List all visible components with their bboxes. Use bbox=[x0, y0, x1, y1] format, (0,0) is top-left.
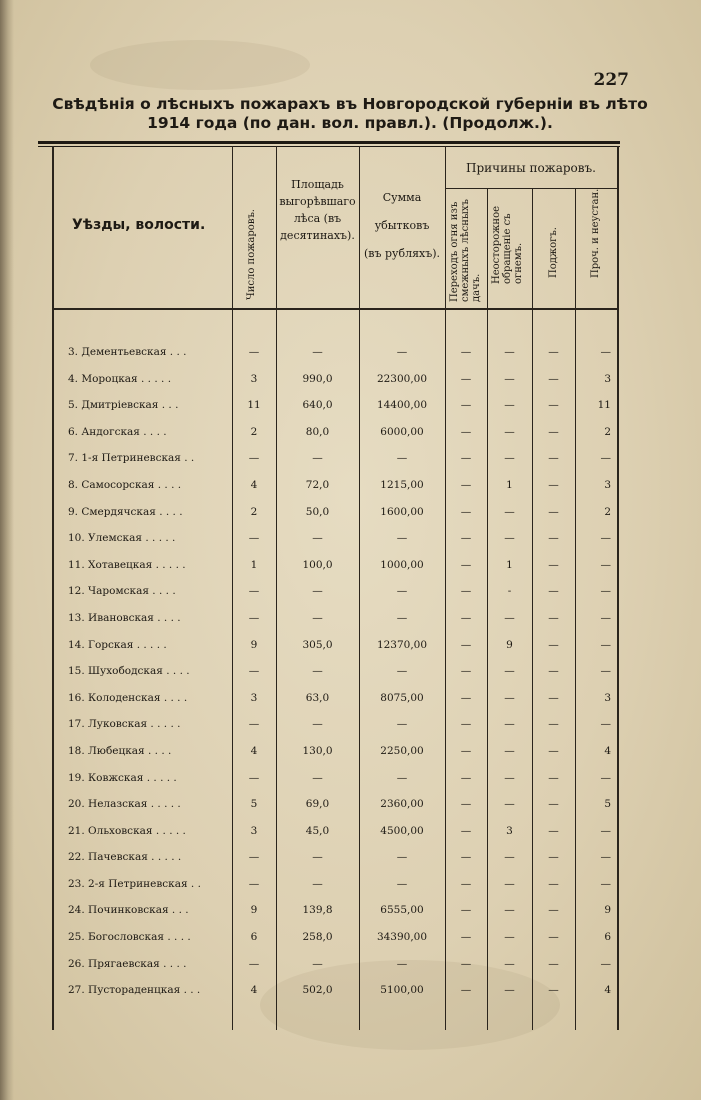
row-cause-careless: — bbox=[504, 744, 515, 757]
table-row bbox=[52, 579, 618, 606]
row-cause-spread: — bbox=[460, 691, 472, 704]
row-cause-other: — bbox=[600, 771, 611, 784]
header-damage-line: убытковъ bbox=[374, 219, 430, 232]
row-cause-spread: — bbox=[460, 558, 472, 571]
row-cause-arson: — bbox=[548, 425, 559, 438]
header-damage-line: (въ рубляхъ). bbox=[363, 247, 441, 260]
row-cause-careless: — bbox=[504, 505, 515, 518]
row-cause-spread: — bbox=[460, 877, 472, 890]
row-cause-careless: 1 bbox=[506, 478, 513, 491]
row-area: — bbox=[312, 957, 323, 970]
row-cause-other: — bbox=[600, 957, 611, 970]
header-cause-arson: Поджогъ. bbox=[548, 227, 559, 278]
row-cause-careless: — bbox=[504, 851, 515, 864]
row-name: 16. Колоденская . . . . bbox=[68, 691, 188, 704]
row-name: 15. Шухободская . . . . bbox=[68, 665, 190, 678]
header-cause-spread: Переходъ огня изъ смежныхъ лѣсныхъ дачъ. bbox=[449, 199, 482, 302]
row-cause-spread: — bbox=[460, 399, 472, 412]
table-row bbox=[52, 766, 618, 793]
row-cause-arson: — bbox=[548, 478, 559, 491]
row-cause-arson: — bbox=[548, 346, 559, 358]
row-area: — bbox=[312, 585, 323, 598]
row-cause-arson: — bbox=[548, 931, 559, 944]
row-name: 21. Ольховская . . . . . bbox=[68, 824, 186, 837]
row-cause-arson: — bbox=[548, 558, 559, 571]
row-cause-other: — bbox=[600, 877, 611, 890]
header-cause-other: Проч. и неустан. bbox=[590, 188, 601, 278]
row-fire-count: 6 bbox=[250, 931, 258, 944]
table-row bbox=[52, 872, 618, 899]
row-area: 305,0 bbox=[302, 638, 333, 651]
row-cause-spread: — bbox=[460, 638, 472, 651]
header-bottom-rule bbox=[52, 308, 618, 310]
row-fire-count: 3 bbox=[250, 691, 258, 704]
row-area: 258,0 bbox=[302, 931, 333, 944]
row-fire-count: 9 bbox=[250, 638, 258, 651]
row-fire-count: — bbox=[248, 877, 260, 890]
row-cause-other: 2 bbox=[604, 425, 611, 438]
row-cause-spread: — bbox=[460, 532, 472, 545]
row-name: 4. Мороцкая . . . . . bbox=[68, 372, 172, 385]
row-area: — bbox=[312, 532, 323, 545]
row-damage: — bbox=[396, 346, 408, 358]
row-cause-other: 3 bbox=[604, 372, 611, 385]
row-fire-count: 2 bbox=[250, 505, 258, 518]
row-fire-count: 4 bbox=[250, 984, 258, 997]
row-fire-count: 2 bbox=[250, 425, 258, 438]
row-area: — bbox=[312, 877, 323, 890]
row-name: 10. Улемская . . . . . bbox=[68, 532, 176, 545]
row-cause-arson: — bbox=[548, 718, 559, 731]
row-area: 72,0 bbox=[305, 478, 330, 491]
row-damage: 12370,00 bbox=[376, 638, 428, 651]
header-fire-count: Число пожаровъ. bbox=[246, 209, 257, 300]
row-area: — bbox=[312, 611, 323, 624]
row-damage: — bbox=[396, 957, 408, 970]
row-cause-other: 9 bbox=[604, 904, 611, 917]
row-name: 9. Смердячская . . . . bbox=[68, 505, 183, 518]
row-damage: — bbox=[396, 851, 408, 864]
table-row bbox=[52, 952, 618, 979]
row-name: 27. Пустораденцкая . . . bbox=[68, 984, 201, 997]
table-row bbox=[52, 739, 618, 766]
row-cause-other: — bbox=[600, 824, 611, 837]
row-cause-spread: — bbox=[460, 931, 472, 944]
row-cause-careless: — bbox=[504, 771, 515, 784]
row-damage: 1000,00 bbox=[380, 558, 424, 571]
row-cause-careless: 9 bbox=[506, 638, 513, 651]
row-cause-arson: — bbox=[548, 904, 559, 917]
row-name: 11. Хотавецкая . . . . . bbox=[68, 558, 186, 571]
row-cause-careless: — bbox=[504, 611, 515, 624]
row-name: 8. Самосорская . . . . bbox=[68, 478, 182, 491]
row-cause-arson: — bbox=[548, 452, 559, 465]
header-area-line: Площадь bbox=[291, 178, 344, 191]
row-cause-arson: — bbox=[548, 984, 559, 997]
header-area-line: лѣса (въ bbox=[293, 212, 342, 225]
row-cause-other: — bbox=[600, 851, 611, 864]
row-damage: 34390,00 bbox=[376, 931, 428, 944]
row-area: — bbox=[312, 346, 323, 358]
table-row bbox=[52, 340, 618, 367]
row-damage: 6555,00 bbox=[380, 904, 424, 917]
row-cause-other: — bbox=[600, 611, 611, 624]
row-cause-spread: — bbox=[460, 824, 472, 837]
table-row bbox=[52, 978, 618, 1005]
row-damage: 2360,00 bbox=[380, 798, 424, 811]
row-cause-arson: — bbox=[548, 771, 559, 784]
row-cause-arson: — bbox=[548, 585, 559, 598]
row-cause-other: — bbox=[600, 665, 611, 678]
row-fire-count: 3 bbox=[250, 824, 258, 837]
row-cause-arson: — bbox=[548, 851, 559, 864]
row-cause-other: — bbox=[600, 532, 611, 545]
row-cause-arson: — bbox=[548, 611, 559, 624]
row-fire-count: 9 bbox=[250, 904, 258, 917]
row-cause-arson: — bbox=[548, 957, 559, 970]
row-cause-careless: — bbox=[504, 931, 515, 944]
row-cause-other: — bbox=[600, 718, 611, 731]
row-cause-arson: — bbox=[548, 372, 559, 385]
row-fire-count: 4 bbox=[250, 478, 258, 491]
row-name: 5. Дмитріевская . . . bbox=[68, 399, 179, 412]
row-cause-other: 2 bbox=[604, 505, 611, 518]
row-cause-other: 3 bbox=[604, 478, 611, 491]
row-fire-count: 11 bbox=[247, 399, 261, 412]
row-cause-arson: — bbox=[548, 665, 559, 678]
row-fire-count: 3 bbox=[250, 372, 258, 385]
row-cause-other: — bbox=[600, 585, 611, 598]
row-cause-careless: — bbox=[504, 691, 515, 704]
row-cause-spread: — bbox=[460, 744, 472, 757]
row-cause-other: — bbox=[600, 558, 611, 571]
row-fire-count: — bbox=[248, 452, 260, 465]
row-fire-count: — bbox=[248, 611, 260, 624]
row-name: 20. Нелазская . . . . . bbox=[68, 798, 181, 811]
row-damage: 6000,00 bbox=[380, 425, 424, 438]
row-cause-spread: — bbox=[460, 372, 472, 385]
row-name: 26. Прягаевская . . . . bbox=[68, 957, 187, 970]
row-area: 63,0 bbox=[305, 691, 330, 704]
row-damage: 14400,00 bbox=[376, 399, 428, 412]
row-area: 990,0 bbox=[302, 372, 333, 385]
table-row bbox=[52, 925, 618, 952]
row-cause-other: 3 bbox=[604, 691, 611, 704]
row-cause-spread: — bbox=[460, 505, 472, 518]
row-cause-arson: — bbox=[548, 824, 559, 837]
row-fire-count: 1 bbox=[250, 558, 258, 571]
row-cause-spread: — bbox=[460, 346, 472, 358]
table-row bbox=[52, 659, 618, 686]
row-cause-careless: — bbox=[504, 984, 515, 997]
row-cause-careless: — bbox=[504, 372, 515, 385]
row-name: 24. Починковская . . . bbox=[68, 904, 189, 917]
row-area: 502,0 bbox=[302, 984, 333, 997]
row-cause-arson: — bbox=[548, 505, 559, 518]
row-cause-other: 4 bbox=[604, 984, 611, 997]
header-area bbox=[276, 176, 359, 244]
row-name: 6. Андогская . . . . bbox=[68, 425, 167, 438]
row-cause-arson: — bbox=[548, 798, 559, 811]
row-name: 19. Ковжская . . . . . bbox=[68, 771, 177, 784]
row-damage: — bbox=[396, 718, 408, 731]
row-area: 640,0 bbox=[302, 399, 333, 412]
row-name: 17. Луковская . . . . . bbox=[68, 718, 181, 731]
row-cause-careless: — bbox=[504, 425, 515, 438]
page-number: 227 bbox=[593, 70, 629, 90]
row-name: 3. Дементьевская . . . bbox=[68, 346, 187, 358]
row-cause-careless: — bbox=[504, 957, 515, 970]
row-cause-other: — bbox=[600, 452, 611, 465]
row-cause-spread: — bbox=[460, 984, 472, 997]
row-damage: — bbox=[396, 611, 408, 624]
row-cause-other: — bbox=[600, 638, 611, 651]
row-area: — bbox=[312, 718, 323, 731]
row-damage: 8075,00 bbox=[380, 691, 424, 704]
row-cause-careless: — bbox=[504, 718, 515, 731]
row-cause-spread: — bbox=[460, 851, 472, 864]
page-edge-shadow bbox=[0, 0, 14, 1100]
row-damage: 2250,00 bbox=[380, 744, 424, 757]
header-area-line: выгорѣвшаго bbox=[279, 195, 356, 208]
header-damage-line: Сумма bbox=[382, 191, 422, 204]
row-fire-count: — bbox=[248, 532, 260, 545]
page-title: Свѣдѣнія о лѣсныхъ пожарахъ въ Новгородской губерніи въ лѣто bbox=[52, 95, 648, 113]
table-row bbox=[52, 845, 618, 872]
table-row bbox=[52, 473, 618, 500]
row-cause-spread: — bbox=[460, 771, 472, 784]
row-area: 80,0 bbox=[305, 425, 330, 438]
row-fire-count: — bbox=[248, 957, 260, 970]
row-cause-arson: — bbox=[548, 744, 559, 757]
row-fire-count: — bbox=[248, 585, 260, 598]
row-name: 7. 1-я Петриневская . . bbox=[68, 452, 195, 465]
row-cause-careless: — bbox=[504, 346, 515, 358]
table-row bbox=[52, 446, 618, 473]
row-cause-arson: — bbox=[548, 691, 559, 704]
table-row bbox=[52, 500, 618, 527]
row-fire-count: 4 bbox=[250, 744, 258, 757]
row-cause-spread: — bbox=[460, 478, 472, 491]
row-fire-count: — bbox=[248, 851, 260, 864]
table-row bbox=[52, 898, 618, 925]
row-fire-count: 5 bbox=[250, 798, 258, 811]
table-row bbox=[52, 393, 618, 420]
row-cause-arson: — bbox=[548, 399, 559, 412]
row-name: 18. Любецкая . . . . bbox=[68, 744, 172, 757]
row-cause-spread: — bbox=[460, 611, 472, 624]
row-area: 69,0 bbox=[305, 798, 330, 811]
row-cause-careless: — bbox=[504, 665, 515, 678]
row-cause-careless: — bbox=[504, 798, 515, 811]
row-damage: — bbox=[396, 585, 408, 598]
header-cause-careless: Неосторожное обращеніе съ огнемъ. bbox=[491, 205, 524, 284]
row-cause-careless: — bbox=[504, 399, 515, 412]
row-cause-spread: — bbox=[460, 798, 472, 811]
row-cause-spread: — bbox=[460, 957, 472, 970]
header-damage bbox=[359, 184, 445, 268]
row-area: 100,0 bbox=[302, 558, 333, 571]
row-cause-other: 4 bbox=[604, 744, 611, 757]
row-damage: 5100,00 bbox=[380, 984, 424, 997]
row-cause-careless: — bbox=[504, 904, 515, 917]
row-cause-spread: — bbox=[460, 425, 472, 438]
row-cause-careless: — bbox=[504, 452, 515, 465]
table-row bbox=[52, 420, 618, 447]
row-name: 14. Горская . . . . . bbox=[68, 638, 167, 651]
row-cause-careless: — bbox=[504, 877, 515, 890]
row-cause-careless: - bbox=[507, 585, 512, 598]
row-damage: — bbox=[396, 532, 408, 545]
row-cause-spread: — bbox=[460, 452, 472, 465]
row-name: 22. Пачевская . . . . . bbox=[68, 851, 182, 864]
row-damage: — bbox=[396, 665, 408, 678]
row-area: 45,0 bbox=[305, 824, 330, 837]
row-cause-careless: 3 bbox=[506, 824, 513, 837]
row-damage: 1215,00 bbox=[380, 478, 424, 491]
row-area: 130,0 bbox=[302, 744, 333, 757]
row-cause-careless: 1 bbox=[506, 558, 513, 571]
header-rule-thin bbox=[38, 146, 620, 147]
row-cause-careless: — bbox=[504, 532, 515, 545]
table-body bbox=[52, 340, 618, 1005]
row-damage: — bbox=[396, 771, 408, 784]
row-fire-count: — bbox=[248, 346, 260, 358]
row-damage: — bbox=[396, 452, 408, 465]
page-subtitle: 1914 года (по дан. вол. правл.). (Продолж.). bbox=[147, 114, 553, 132]
table-row bbox=[52, 712, 618, 739]
row-fire-count: — bbox=[248, 718, 260, 731]
table-row bbox=[52, 606, 618, 633]
row-damage: 1600,00 bbox=[380, 505, 424, 518]
row-cause-spread: — bbox=[460, 665, 472, 678]
row-fire-count: — bbox=[248, 665, 260, 678]
row-name: 23. 2-я Петриневская . . bbox=[68, 877, 201, 890]
row-cause-arson: — bbox=[548, 532, 559, 545]
row-fire-count: — bbox=[248, 771, 260, 784]
header-causes: Причины пожаровъ. bbox=[466, 161, 596, 175]
row-area: 139,8 bbox=[302, 904, 333, 917]
row-damage: 4500,00 bbox=[380, 824, 424, 837]
row-damage: 22300,00 bbox=[376, 372, 428, 385]
row-area: 50,0 bbox=[305, 505, 330, 518]
row-cause-other: 6 bbox=[604, 931, 611, 944]
table-row bbox=[52, 792, 618, 819]
header-rule-thick bbox=[38, 141, 620, 144]
row-cause-spread: — bbox=[460, 718, 472, 731]
row-damage: — bbox=[396, 877, 408, 890]
table-row bbox=[52, 367, 618, 394]
paper-stain bbox=[90, 40, 310, 90]
row-cause-other: 5 bbox=[604, 798, 611, 811]
row-cause-spread: — bbox=[460, 904, 472, 917]
row-cause-arson: — bbox=[548, 877, 559, 890]
table-row bbox=[52, 819, 618, 846]
row-cause-arson: — bbox=[548, 638, 559, 651]
row-area: — bbox=[312, 851, 323, 864]
table-row bbox=[52, 526, 618, 553]
row-cause-spread: — bbox=[460, 585, 472, 598]
header-area-line: десятинахъ). bbox=[280, 229, 355, 242]
row-name: 13. Ивановская . . . . bbox=[68, 611, 181, 624]
row-name: 12. Чаромская . . . . bbox=[68, 585, 176, 598]
header-district: Уѣзды, волости. bbox=[72, 217, 206, 233]
row-area: — bbox=[312, 452, 323, 465]
table-row bbox=[52, 553, 618, 580]
row-name: 25. Богословская . . . . bbox=[68, 931, 191, 944]
row-area: — bbox=[312, 665, 323, 678]
row-cause-other: — bbox=[600, 346, 611, 358]
row-cause-other: 11 bbox=[597, 399, 611, 412]
table-row bbox=[52, 686, 618, 713]
table-row bbox=[52, 633, 618, 660]
row-area: — bbox=[312, 771, 323, 784]
